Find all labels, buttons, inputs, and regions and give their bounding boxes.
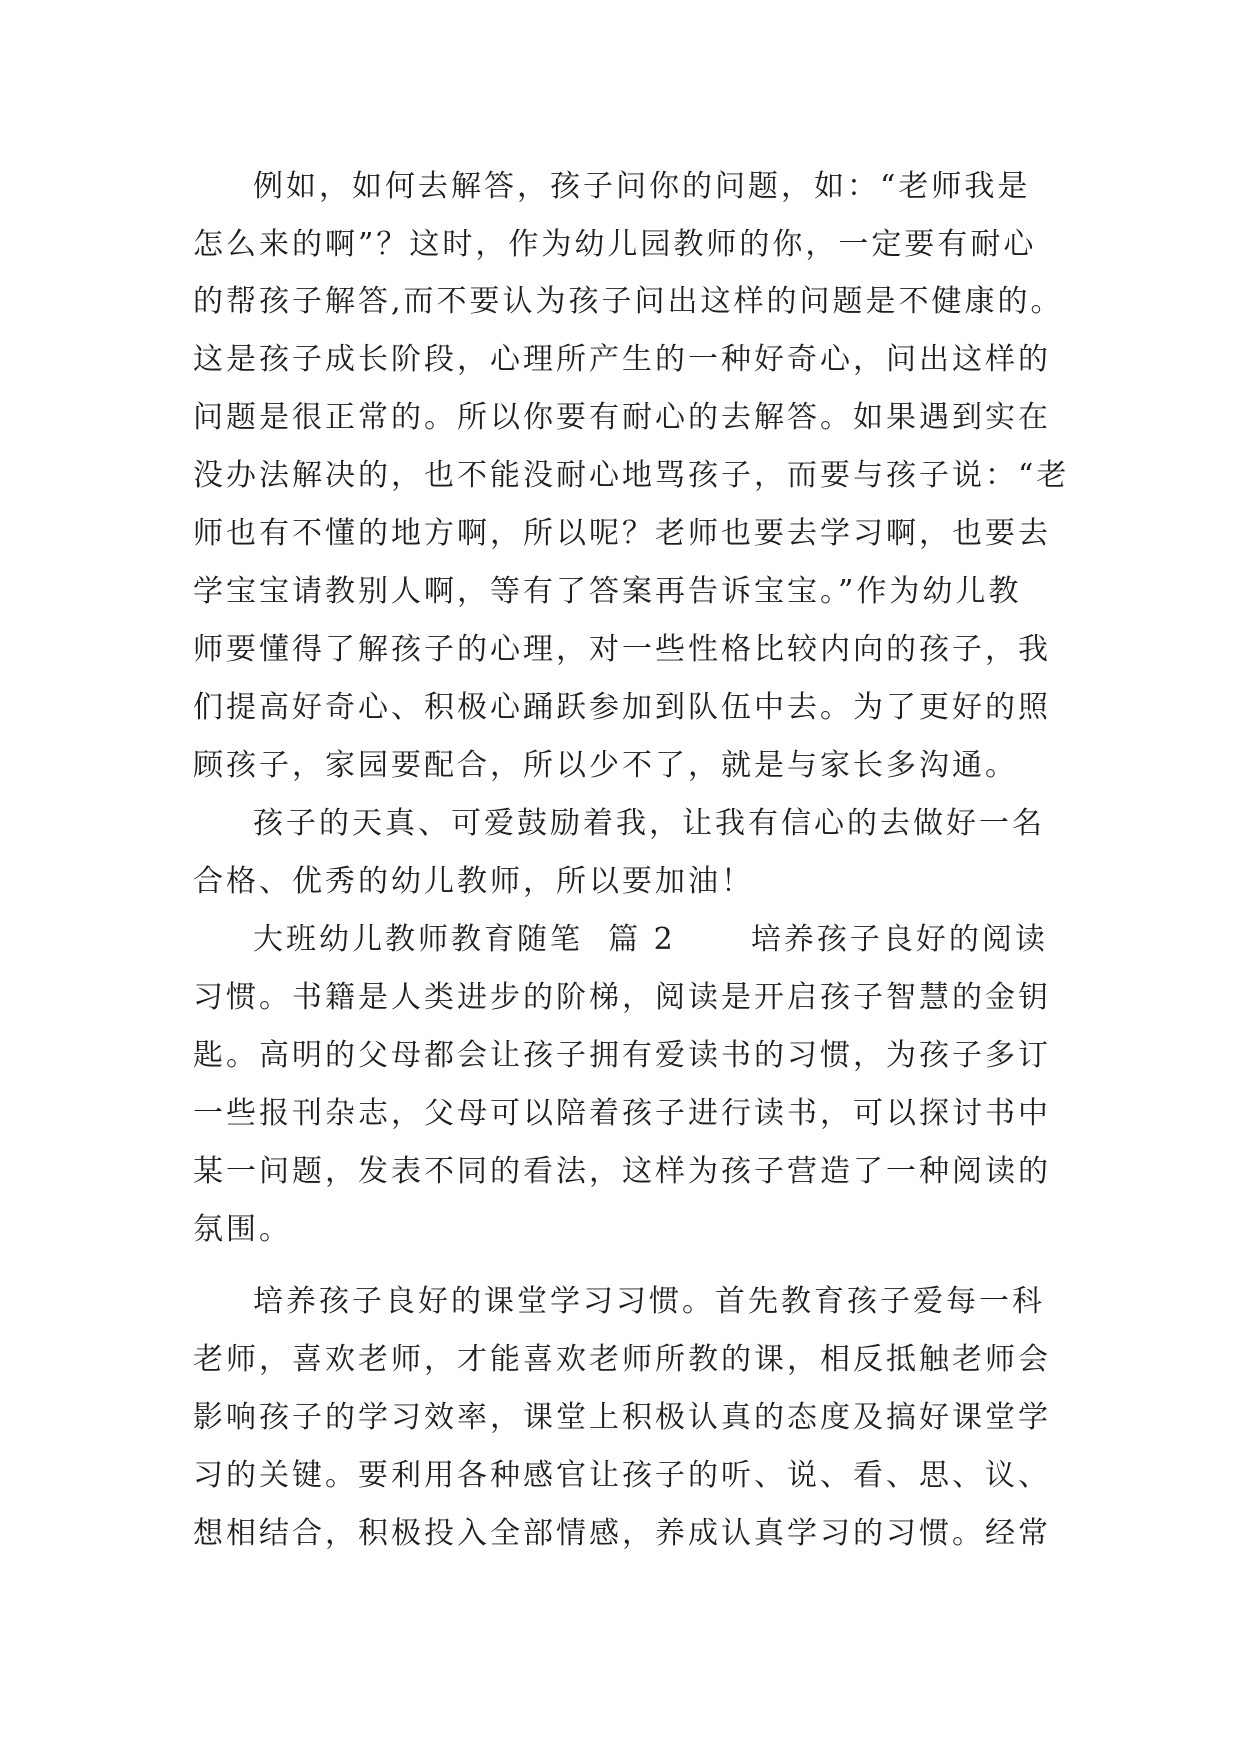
text-line: 习的关键。要利用各种感官让孩子的听、说、看、思、议、 (193, 1458, 1051, 1493)
text-line: 怎么来的啊”？这时，作为幼儿园教师的你，一定要有耐心 (193, 227, 1037, 262)
text-line: 合格、优秀的幼儿教师，所以要加油！ (193, 864, 754, 899)
text-line: 培养孩子良好的课堂学习习惯。首先教育孩子爱每一科 (253, 1284, 1045, 1319)
text-line: 的帮孩子解答,而不要认为孩子问出这样的问题是不健康的。 (193, 284, 1064, 319)
text-line: 问题是很正常的。所以你要有耐心的去解答。如果遇到实在 (193, 400, 1051, 435)
text-line: 习惯。书籍是人类进步的阶梯，阅读是开启孩子智慧的金钥 (193, 980, 1051, 1015)
text-line: 孩子的天真、可爱鼓励着我，让我有信心的去做好一名 (253, 806, 1045, 841)
text-line: 例如，如何去解答，孩子问你的问题，如：“老师我是 (253, 169, 1031, 204)
text-line: 师要懂得了解孩子的心理，对一些性格比较内向的孩子，我 (193, 632, 1051, 667)
text-line: 学宝宝请教别人啊，等有了答案再告诉宝宝。”作为幼儿教 (193, 574, 1022, 609)
text-line: 们提高好奇心、积极心踊跃参加到队伍中去。为了更好的照 (193, 690, 1051, 725)
text-line: 匙。高明的父母都会让孩子拥有爱读书的习惯，为孩子多订 (193, 1038, 1051, 1073)
text-line: 想相结合，积极投入全部情感，养成认真学习的习惯。经常 (193, 1516, 1051, 1551)
text-line: 某一问题，发表不同的看法，这样为孩子营造了一种阅读的 (193, 1154, 1051, 1189)
text-line: 氛围。 (193, 1212, 292, 1247)
text-line: 没办法解决的，也不能没耐心地骂孩子，而要与孩子说：“老 (193, 458, 1070, 493)
text-line: 师也有不懂的地方啊，所以呢？老师也要去学习啊，也要去 (193, 516, 1051, 551)
text-line: 一些报刊杂志，父母可以陪着孩子进行读书，可以探讨书中 (193, 1096, 1051, 1131)
text-line: 顾孩子，家园要配合，所以少不了，就是与家长多沟通。 (193, 748, 1018, 783)
section-heading-line: 大班幼儿教师教育随笔 篇 2 培养孩子良好的阅读 (253, 922, 1048, 957)
text-line: 影响孩子的学习效率，课堂上积极认真的态度及搞好课堂学 (193, 1400, 1051, 1435)
text-line: 这是孩子成长阶段，心理所产生的一种好奇心，问出这样的 (193, 342, 1051, 377)
text-line: 老师，喜欢老师，才能喜欢老师所教的课，相反抵触老师会 (193, 1342, 1051, 1377)
